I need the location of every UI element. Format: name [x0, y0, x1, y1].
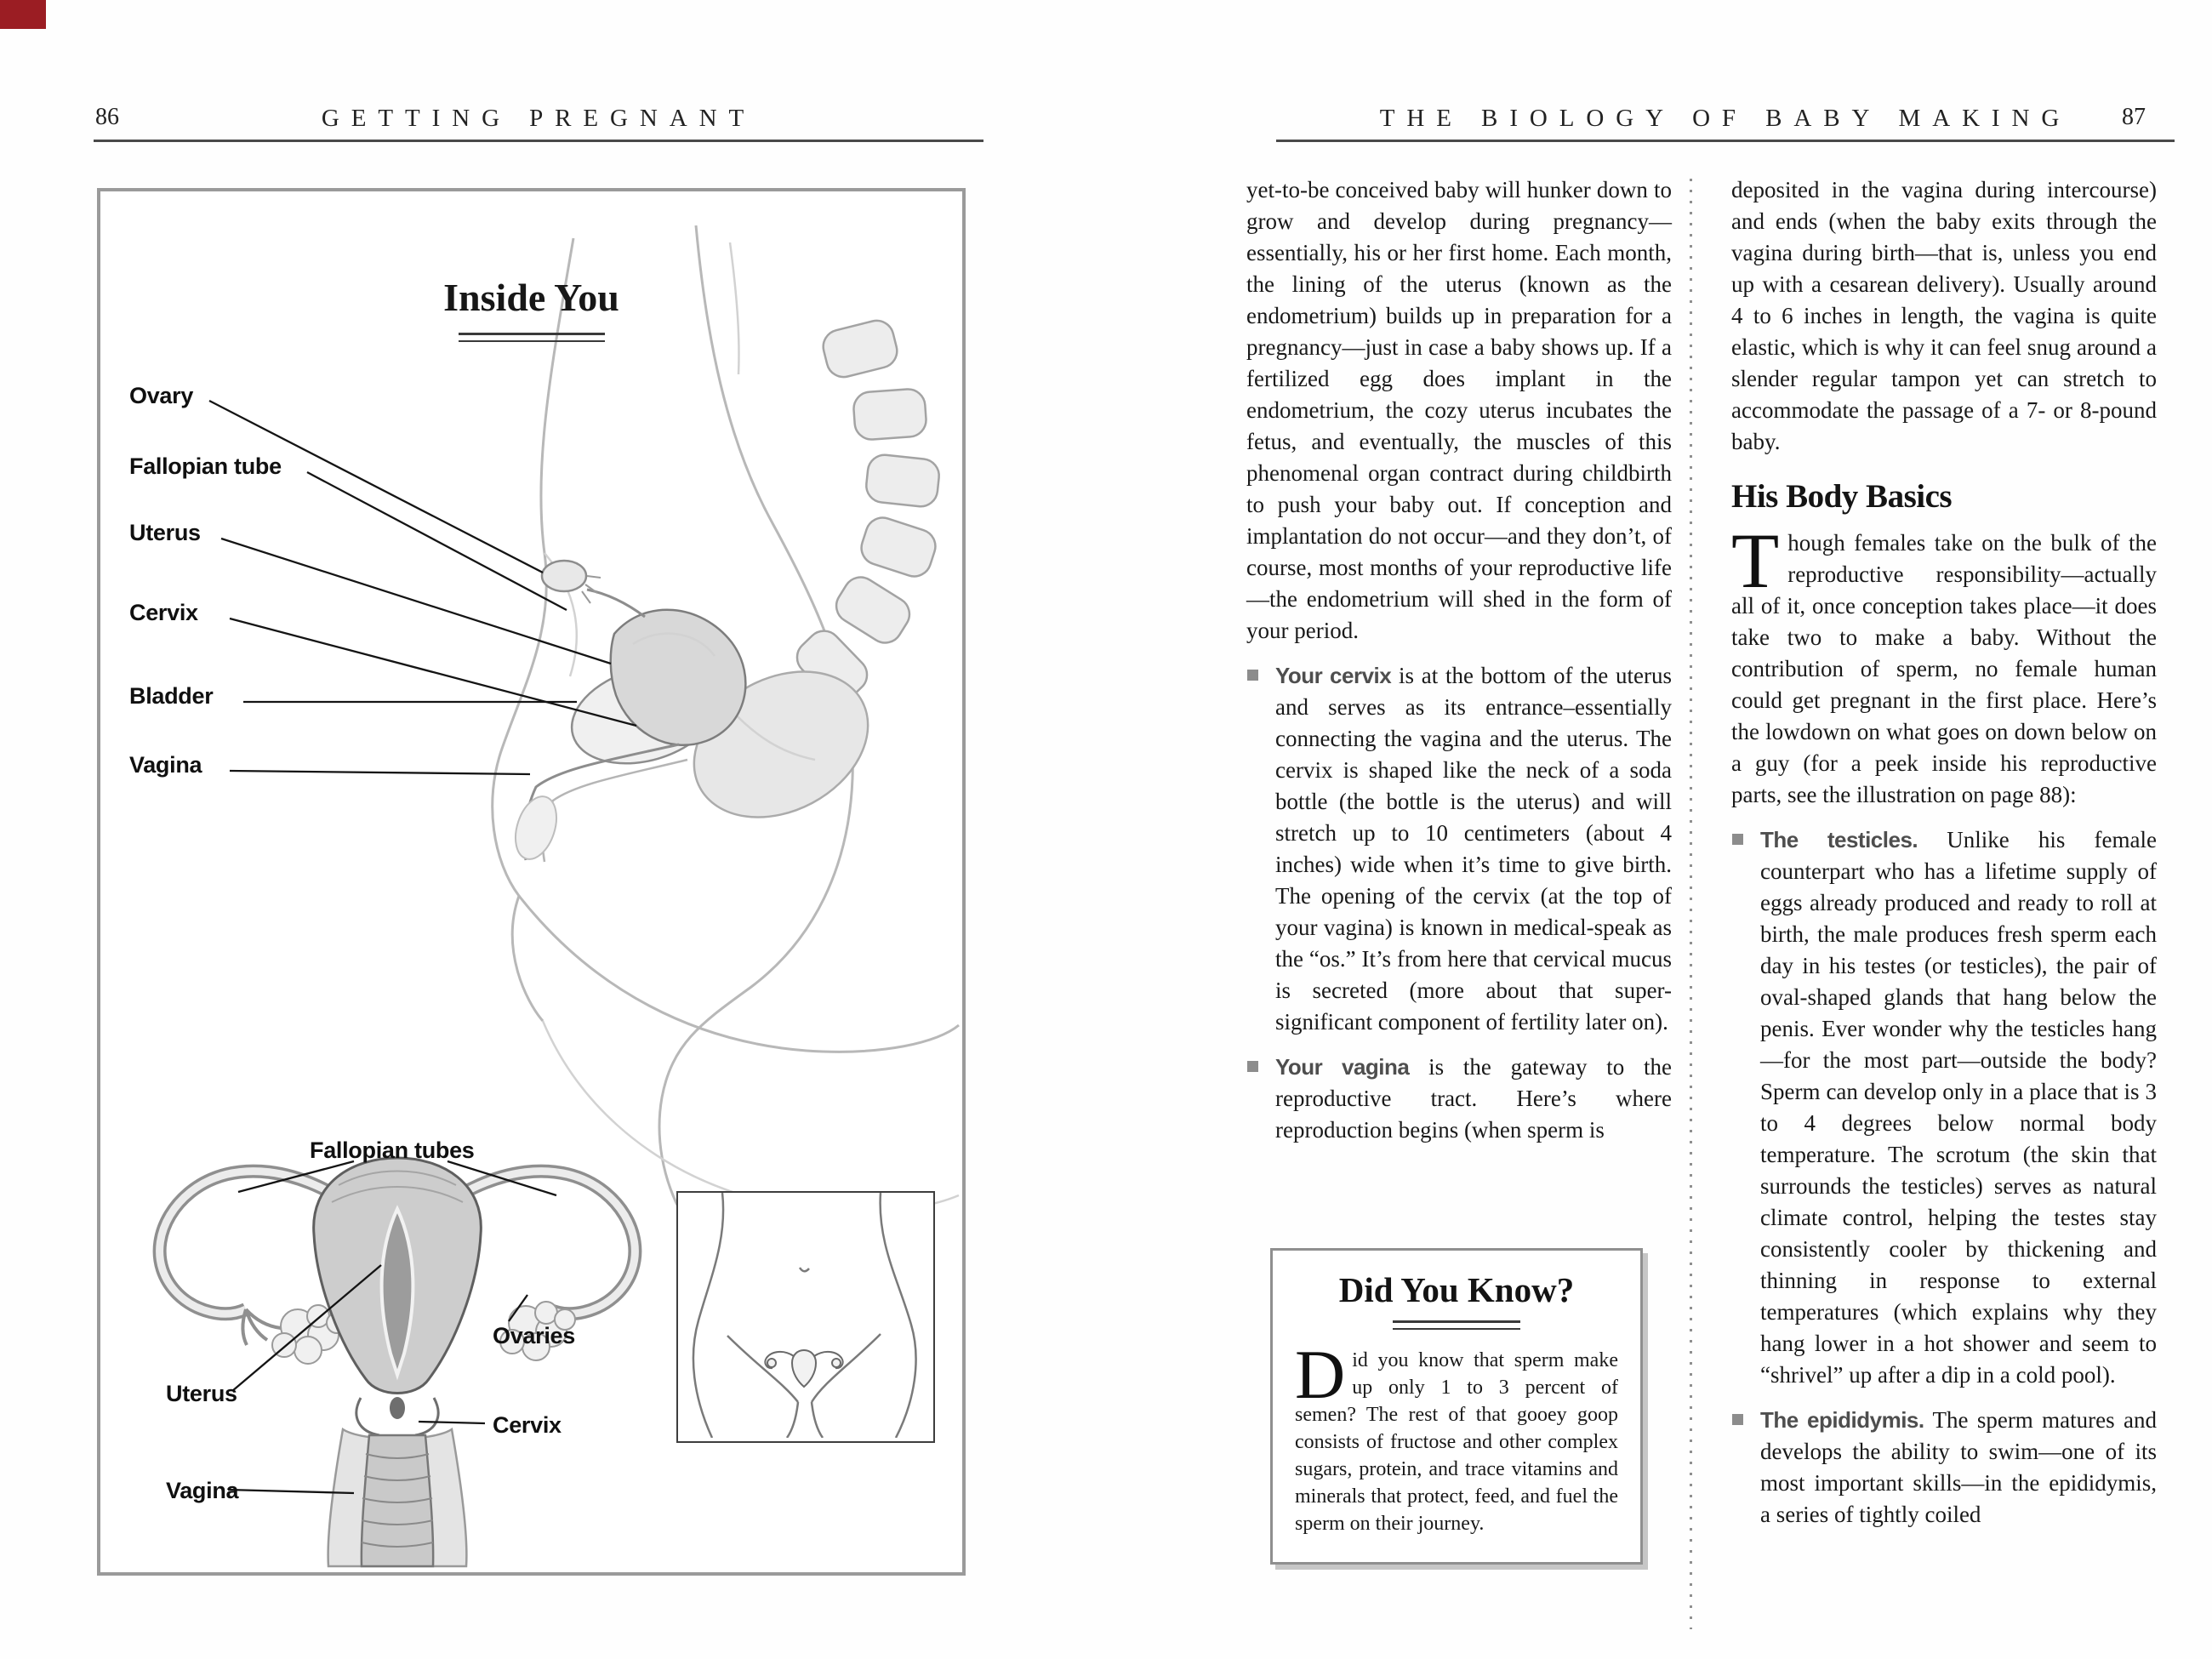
right-page-column-2 — [1731, 174, 2157, 1531]
bullet-text: is the gateway to the reproductive tract. Here’s where reproduction begins (when sperm is — [1275, 1054, 1672, 1143]
ovary-side-sketch — [542, 561, 586, 591]
label-vagina-front: Vagina — [166, 1478, 239, 1503]
figure-title: Inside You — [443, 276, 619, 319]
label-ovary: Ovary — [129, 383, 194, 408]
dropcap-d: D — [1295, 1336, 1346, 1413]
right-page-column-1 — [1246, 174, 1672, 1146]
page-number-right: 87 — [2122, 104, 2146, 130]
label-fallopian-tubes-front: Fallopian tubes — [310, 1137, 475, 1163]
bullet-lead: Your cervix — [1275, 663, 1392, 688]
side-view-body-sketch — [493, 225, 959, 1217]
bullet-lead: The epididymis. — [1760, 1407, 1924, 1433]
bullet-lead: Your vagina — [1275, 1054, 1410, 1080]
bullet-item-testicles — [1731, 824, 2157, 1391]
front-view-uterus-sketch — [160, 1158, 636, 1566]
bullet-text: The sperm matures and develops the ability to swim—one of its most important skills—in the epididymis, a series of tightly coiled — [1760, 1407, 2157, 1527]
running-title-right: THE BIOLOGY OF BABY MAKING — [1379, 105, 2072, 132]
dropcap-t: T — [1731, 517, 1780, 604]
did-you-know-body: id you know that sperm make up only 1 to 3 percent of semen? The rest of that gooey goop consists of fructose and other complex sugars, protein, and trace vitamins and minerals that protect, feed, and fuel the sperm on their journey. — [1295, 1349, 1618, 1535]
bullet-item-epididymis — [1731, 1405, 2157, 1531]
label-cervix-side: Cervix — [129, 600, 198, 625]
did-you-know-box — [1270, 1248, 1643, 1565]
column-divider-dotted — [1690, 179, 1692, 1629]
cervical-os — [390, 1397, 405, 1419]
label-vagina-side: Vagina — [129, 752, 202, 778]
page-number-left: 86 — [95, 104, 119, 130]
bullet-item-vagina — [1246, 1052, 1672, 1146]
label-fallopian-tube: Fallopian tube — [129, 453, 282, 479]
figure-title-rule — [459, 333, 605, 342]
bullet-square-icon — [1732, 834, 1743, 845]
cover-corner-mark — [0, 0, 46, 29]
bullet-text: is at the bottom of the uterus and serves as its entrance–essentially connecting the vagina and the uterus. The cervix is shaped like the neck of a soda bottle (the bottle is the uterus) and will stretch up to 10 centimeters (about 4 inches) wide when it’s time to give birth. The opening of the cervix (at the top of your vagina) is known in medical-speak as the “os.” It’s from here that cervical mucus is secreted (more about that super-significant component of fertility later on). — [1275, 663, 1672, 1035]
torso-inset-illustration — [678, 1193, 930, 1438]
did-you-know-title: Did You Know? — [1338, 1270, 1575, 1309]
bullet-text: Unlike his female counterpart who has a lifetime supply of eggs already produced and ready to roll at birth, the male produces fresh sperm each day in his testes (or testicles), the pair of oval-shaped glands that hang below the penis. Ever wonder why the testicles hang—for the most part—outside the body? Sperm can develop only in a place that is 3 to 4 degrees below normal body temperature. The scrotum (the skin that surrounds the testicles) serves as natural climate control, helping the testes stay consistently cooler by thickening and thinning in response to external temperatures (which explains why they hang lower in a hot shower and seem to “shrivel” up after a dip in a cold pool). — [1760, 827, 2157, 1388]
running-title-left: GETTING PREGNANT — [321, 105, 756, 132]
bullet-square-icon — [1247, 670, 1258, 681]
label-bladder: Bladder — [129, 683, 214, 709]
running-head-left — [94, 95, 983, 142]
body-paragraph: deposited in the vagina during intercourse) and ends (when the baby exits through the vagina during birth—that is, unless you end up with a cesarean delivery). Usually around 4 to 6 inches in length, the vagina is quite elastic, which is why it can feel snug around a slender regular tampon yet can stretch to accommodate the passage of a 7- or 8-pound baby. — [1731, 177, 2157, 454]
body-paragraph: yet-to-be conceived baby will hunker down to grow and develop during pregnancy—essentially, his or her first home. Each month, the lining of the uterus (known as the endometrium) builds up in preparation for a pregnancy—just in case a baby shows up. If a fertilized egg does implant in the endometrium, the cozy uterus incubates the fetus, and eventually, the muscles of this phenomenal organ contract during childbirth to push your baby out. If conception and implantation do not occur—and they don’t, of course, most months of your reproductive life—the endometrium will shed in the form of your period. — [1246, 177, 1672, 643]
label-ovaries-front: Ovaries — [493, 1323, 575, 1348]
label-uterus-side: Uterus — [129, 520, 201, 545]
running-head-right — [1276, 95, 2175, 142]
body-paragraph-dropcap — [1731, 517, 2157, 811]
bullet-square-icon — [1247, 1061, 1258, 1072]
did-you-know-rule — [1393, 1320, 1520, 1330]
label-uterus-front: Uterus — [166, 1381, 237, 1406]
did-you-know-text — [1295, 1336, 1618, 1537]
section-heading-his-body-basics: His Body Basics — [1731, 478, 1953, 515]
torso-inset-box — [676, 1191, 935, 1443]
bullet-square-icon — [1732, 1414, 1743, 1425]
bullet-lead: The testicles. — [1760, 827, 1918, 852]
bullet-item-cervix — [1246, 660, 1672, 1038]
fallopian-side-sketch — [587, 590, 645, 617]
body-paragraph-text: hough females take on the bulk of the reproductive responsibility—actually all of it, once conception takes place—it does take two to make a baby. Without the contribution of sperm, no female human could get pregnant in the first place. Here’s the lowdown on what goes on down below on a guy (for a peek inside his reproductive parts, see the illustration on page 88): — [1731, 530, 2157, 807]
anatomy-figure-box — [97, 188, 966, 1576]
label-cervix-front: Cervix — [493, 1412, 562, 1438]
